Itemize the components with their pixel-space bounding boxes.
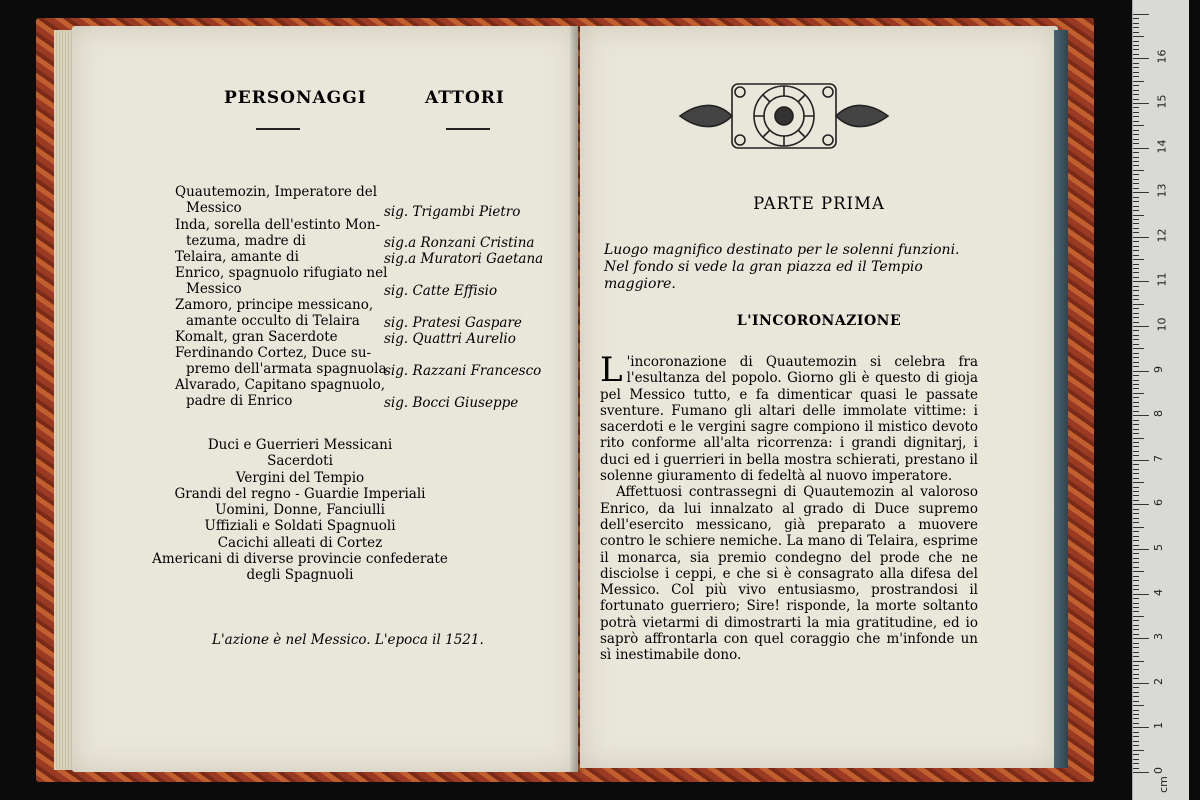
ruler-tick <box>1133 710 1139 711</box>
ruler-tick <box>1133 469 1139 470</box>
ruler-tick <box>1133 165 1139 166</box>
ruler-tick <box>1133 157 1139 158</box>
ruler-tick <box>1133 442 1139 443</box>
ruler-tick <box>1133 232 1139 233</box>
heading-rule-right <box>446 128 490 130</box>
role-line: Messico <box>186 281 242 297</box>
ruler-tick <box>1133 18 1139 19</box>
ruler-tick <box>1133 130 1139 131</box>
ruler-tick <box>1133 634 1139 635</box>
ruler-tick <box>1133 594 1149 595</box>
ruler-tick <box>1133 67 1139 68</box>
ruler-tick <box>1133 638 1149 639</box>
ruler-tick <box>1133 509 1139 510</box>
ruler-tick <box>1133 63 1139 64</box>
extras-line: Uomini, Donne, Fanciulli <box>215 502 385 519</box>
ruler-tick <box>1133 344 1139 345</box>
ruler-tick <box>1133 241 1139 242</box>
ruler-tick <box>1133 228 1139 229</box>
extras-line: Americani di diverse provincie confederate <box>152 551 448 568</box>
ruler-tick <box>1133 446 1139 447</box>
ruler-tick <box>1133 545 1139 546</box>
ruler-tick <box>1133 206 1139 207</box>
ruler-tick <box>1133 701 1139 702</box>
ruler-tick <box>1133 134 1139 135</box>
ruler-tick <box>1133 406 1139 407</box>
ruler-tick <box>1133 250 1139 251</box>
ruler-tick <box>1133 620 1139 621</box>
ruler-label: 5 <box>1152 544 1165 551</box>
ruler-tick <box>1133 23 1139 24</box>
ruler-tick <box>1133 94 1139 95</box>
ruler-tick <box>1133 768 1139 769</box>
ruler-tick <box>1133 464 1139 465</box>
ruler-label: 13 <box>1155 183 1169 198</box>
ruler-tick <box>1133 54 1139 55</box>
role-line: Komalt, gran Sacerdote <box>175 329 338 345</box>
ruler-tick <box>1133 81 1144 82</box>
ruler-tick <box>1133 745 1139 746</box>
extras-list <box>110 437 490 584</box>
ruler-tick <box>1133 290 1139 291</box>
actor-name: sig. Pratesi Gaspare <box>384 315 522 331</box>
ruler-tick <box>1133 152 1139 153</box>
ruler-label: 8 <box>1152 410 1165 418</box>
ruler-tick <box>1133 259 1144 260</box>
ruler-tick <box>1133 103 1149 104</box>
ruler-tick <box>1133 393 1144 394</box>
ruler-tick <box>1133 353 1139 354</box>
scene-description: Luogo magnifico destinato per le solenni funzioni. Nel fondo si vede la gran piazza ed il Tempio maggiore. <box>604 242 960 292</box>
ruler-tick <box>1133 237 1149 238</box>
ruler-tick <box>1133 495 1139 496</box>
ruler-tick <box>1133 607 1139 608</box>
ruler-tick <box>1133 335 1139 336</box>
ruler-tick <box>1133 41 1139 42</box>
ruler-tick <box>1133 304 1144 305</box>
ruler-label: 2 <box>1152 677 1165 685</box>
ruler-tick <box>1133 388 1139 389</box>
scene-text <box>600 350 978 664</box>
ruler-tick <box>1133 339 1139 340</box>
ruler-unit: cm <box>1156 776 1170 793</box>
ruler-tick <box>1133 558 1139 559</box>
ruler-tick <box>1133 478 1139 479</box>
ruler-label: 11 <box>1155 272 1169 287</box>
ruler-tick <box>1133 580 1139 581</box>
ruler-tick <box>1133 201 1139 202</box>
actor-name: sig.a Muratori Gaetana <box>384 251 544 267</box>
ruler-tick <box>1133 45 1139 46</box>
ruler-tick <box>1133 585 1139 586</box>
paragraph-2: Affettuosi contrassegni di Quautemozin al valoroso Enrico, da lui innalzato al grado di Duce supremo dell'esercito messicano, già preparato a muovere contro le schiere nemiche. La mano di Telaira, esprime il monarca, sia premio condegno del prode che ne disciolse i ceppi, e che si è consagrato alla difesa del Messico. Col più vivo entusiasmo, prostrandosi il fortunato guerriero; Sire! risponde, la morte soltanto potrà vietarmi di dimostrarti la mia gratitudine, ed io saprò affrontarla con quel coraggio che m'infonde un sì inestimabile dono. <box>600 484 978 664</box>
ruler-tick <box>1133 536 1139 537</box>
ruler-tick <box>1133 58 1149 59</box>
ruler-tick <box>1133 692 1139 693</box>
ruler-tick <box>1133 183 1139 184</box>
actor-name: sig. Bocci Giuseppe <box>384 395 519 411</box>
ruler-tick <box>1133 192 1149 193</box>
role-line: Alvarado, Capitano spagnuolo, <box>175 377 386 393</box>
ruler-tick <box>1133 656 1139 657</box>
ruler-tick <box>1133 616 1144 617</box>
ruler-tick <box>1133 487 1139 488</box>
ruler-tick <box>1133 598 1139 599</box>
ruler-tick <box>1133 589 1139 590</box>
ruler-tick <box>1133 188 1139 189</box>
ruler-tick <box>1133 32 1139 33</box>
ruler-tick <box>1133 415 1149 416</box>
ruler-tick <box>1133 121 1139 122</box>
ruler-tick <box>1133 49 1139 50</box>
ruler-tick <box>1133 763 1139 764</box>
ruler-tick <box>1133 451 1139 452</box>
ruler-tick <box>1133 268 1139 269</box>
ruler-tick <box>1133 148 1149 149</box>
measuring-ruler <box>1132 0 1189 800</box>
ruler-tick <box>1133 705 1144 706</box>
ruler-tick <box>1133 330 1139 331</box>
ruler-tick <box>1133 687 1139 688</box>
role-line: amante occulto di Telaira <box>186 313 360 329</box>
ruler-tick <box>1133 286 1139 287</box>
ruler-tick <box>1133 603 1139 604</box>
scene-title: L'INCORONAZIONE <box>736 313 902 329</box>
ruler-label: 1 <box>1152 722 1165 730</box>
ruler-tick <box>1133 504 1149 505</box>
ruler-tick <box>1133 14 1149 15</box>
ruler-label: 15 <box>1155 94 1169 109</box>
role-line: Ferdinando Cortez, Duce su- <box>175 345 372 361</box>
ruler-tick <box>1133 375 1139 376</box>
ruler-tick <box>1133 357 1139 358</box>
actor-name: sig. Trigambi Pietro <box>384 204 521 220</box>
ruler-tick <box>1133 491 1139 492</box>
ruler-tick <box>1133 683 1149 684</box>
ruler-tick <box>1133 531 1139 532</box>
ruler-tick <box>1133 759 1139 760</box>
extras-line: Cacichi alleati di Cortez <box>217 534 383 551</box>
ruler-tick <box>1133 473 1139 474</box>
ruler-tick <box>1133 732 1139 733</box>
ruler-tick <box>1133 326 1149 327</box>
ruler-tick <box>1133 750 1144 751</box>
ruler-tick <box>1133 219 1139 220</box>
setting-note: L'azione è nel Messico. L'epoca il 1521. <box>212 632 484 648</box>
ruler-tick <box>1133 513 1139 514</box>
ruler-tick <box>1133 215 1144 216</box>
heading-actors: ATTORI <box>425 88 505 108</box>
ruler-tick <box>1133 295 1139 296</box>
ruler-tick <box>1133 500 1139 501</box>
ruler-tick <box>1133 161 1139 162</box>
extras-line: Uffiziali e Soldati Spagnuoli <box>204 518 396 535</box>
ruler-tick <box>1133 652 1139 653</box>
extras-line: Sacerdoti <box>267 453 333 470</box>
ruler-tick <box>1133 629 1139 630</box>
ruler-label: 0 <box>1152 767 1165 774</box>
ruler-tick <box>1133 27 1139 28</box>
ruler-tick <box>1133 85 1139 86</box>
ruler-label: 12 <box>1155 228 1169 243</box>
role-line: Messico <box>186 200 242 216</box>
ruler-tick <box>1133 661 1144 662</box>
extras-line: Duci e Guerrieri Messicani <box>207 437 393 453</box>
ruler-tick <box>1133 714 1139 715</box>
ruler-tick <box>1133 107 1139 108</box>
ruler-tick <box>1133 438 1144 439</box>
ruler-tick <box>1133 549 1149 550</box>
ruler-label: 10 <box>1155 317 1169 332</box>
ruler-tick <box>1133 518 1139 519</box>
extras-line: Grandi del regno - Guardie Imperiali <box>174 485 426 502</box>
part-title: PARTE PRIMA <box>753 194 885 213</box>
ruler-label: 16 <box>1155 49 1169 64</box>
ruler-tick <box>1133 643 1139 644</box>
ruler-tick <box>1133 647 1139 648</box>
role-line: Quautemozin, Imperatore del <box>175 184 378 200</box>
ruler-tick <box>1133 754 1139 755</box>
ruler-tick <box>1133 348 1144 349</box>
ruler-tick <box>1133 674 1139 675</box>
ruler-tick <box>1133 424 1139 425</box>
ruler-label: 14 <box>1155 139 1169 154</box>
ruler-tick <box>1133 317 1139 318</box>
ruler-tick <box>1133 678 1139 679</box>
drop-cap: L <box>600 350 623 390</box>
ruler-tick <box>1133 125 1144 126</box>
ruler-tick <box>1133 380 1139 381</box>
ruler-tick <box>1133 313 1139 314</box>
ruler-tick <box>1133 567 1139 568</box>
role-line: padre di Enrico <box>186 393 293 409</box>
floral-ornament <box>676 70 892 162</box>
ruler-tick <box>1133 246 1139 247</box>
ruler-tick <box>1133 272 1139 273</box>
ruler-tick <box>1133 571 1144 572</box>
ruler-tick <box>1133 210 1139 211</box>
ruler-tick <box>1133 540 1139 541</box>
ruler-tick <box>1133 665 1139 666</box>
ruler-tick <box>1133 90 1139 91</box>
ruler-tick <box>1133 116 1139 117</box>
ruler-tick <box>1133 696 1139 697</box>
ruler-tick <box>1133 179 1139 180</box>
ruler-tick <box>1133 527 1144 528</box>
ruler-tick <box>1133 197 1139 198</box>
ruler-tick <box>1133 397 1139 398</box>
role-line: Enrico, spagnuolo rifugiato nel <box>175 265 388 281</box>
ruler-tick <box>1133 170 1144 171</box>
ruler-tick <box>1133 174 1139 175</box>
ruler-tick <box>1133 433 1139 434</box>
role-line: tezuma, madre di <box>186 233 306 249</box>
role-line: Zamoro, principe messicano, <box>175 297 374 313</box>
ruler-tick <box>1133 460 1149 461</box>
ruler-tick <box>1133 255 1139 256</box>
ruler-tick <box>1133 718 1139 719</box>
ruler-tick <box>1133 143 1139 144</box>
ruler-tick <box>1133 76 1139 77</box>
ruler-tick <box>1133 384 1139 385</box>
ruler-label: 9 <box>1152 365 1165 373</box>
ruler-tick <box>1133 308 1139 309</box>
role-line: Inda, sorella dell'estinto Mon- <box>175 217 381 233</box>
page-edge-right <box>1054 30 1068 768</box>
ruler-label: 3 <box>1152 633 1165 641</box>
ruler-tick <box>1133 723 1139 724</box>
ruler-tick <box>1133 482 1144 483</box>
ruler-tick <box>1133 553 1139 554</box>
ruler-tick <box>1133 741 1139 742</box>
ruler-tick <box>1133 371 1149 372</box>
ruler-tick <box>1133 322 1139 323</box>
ruler-tick <box>1133 402 1139 403</box>
role-line: Telaira, amante di <box>175 249 299 265</box>
ruler-tick <box>1133 277 1139 278</box>
ruler-tick <box>1133 299 1139 300</box>
actor-name: sig. Catte Effisio <box>384 283 498 299</box>
extras-line: Vergini del Tempio <box>235 469 365 486</box>
ruler-tick <box>1133 522 1139 523</box>
ruler-tick <box>1133 562 1139 563</box>
ruler-tick <box>1133 281 1149 282</box>
ruler-tick <box>1133 139 1139 140</box>
ruler-tick <box>1133 264 1139 265</box>
heading-rule-left <box>256 128 300 130</box>
ruler-tick <box>1133 112 1139 113</box>
ruler-tick <box>1133 669 1139 670</box>
ruler-tick <box>1133 429 1139 430</box>
ruler-tick <box>1133 736 1139 737</box>
ruler-label: 4 <box>1152 588 1165 596</box>
ruler-tick <box>1133 420 1139 421</box>
ruler-tick <box>1133 366 1139 367</box>
ruler-tick <box>1133 99 1139 100</box>
ruler-label: 7 <box>1152 454 1165 462</box>
ruler-tick <box>1133 455 1139 456</box>
ruler-tick <box>1133 727 1149 728</box>
ruler-tick <box>1133 411 1139 412</box>
actor-name: sig. Razzani Francesco <box>384 363 542 379</box>
paragraph-1: 'incoronazione di Quautemozin si celebra fra l'esultanza del popolo. Giorno gli è questo di gioja pel Messico tutto, e fa dimenticar quasi le passate sventure. Fumano gli altari delle immolate vittime: i sacerdoti e le vergini sagre compiono il mistico devoto rito conforme all'alta ricorrenza: i grandi dignitarj, i duci ed i guerrieri in bella mostra schierati, prestano il solenne giuramento di fedeltà al nuovo imperatore. <box>600 354 978 485</box>
ruler-tick <box>1133 625 1139 626</box>
ruler-tick <box>1133 576 1139 577</box>
ruler-tick <box>1133 36 1144 37</box>
role-line: premo dell'armata spagnuola <box>186 361 387 377</box>
extras-line: degli Spagnuoli <box>246 567 354 584</box>
ruler-tick <box>1133 72 1139 73</box>
ruler-tick <box>1133 772 1149 773</box>
ruler-tick <box>1133 223 1139 224</box>
ruler-tick <box>1133 611 1139 612</box>
actor-name: sig. Quattri Aurelio <box>384 331 516 347</box>
actor-name: sig.a Ronzani Cristina <box>384 235 535 251</box>
ruler-tick <box>1133 362 1139 363</box>
heading-characters: PERSONAGGI <box>224 88 367 108</box>
ruler-label: 6 <box>1152 499 1165 507</box>
